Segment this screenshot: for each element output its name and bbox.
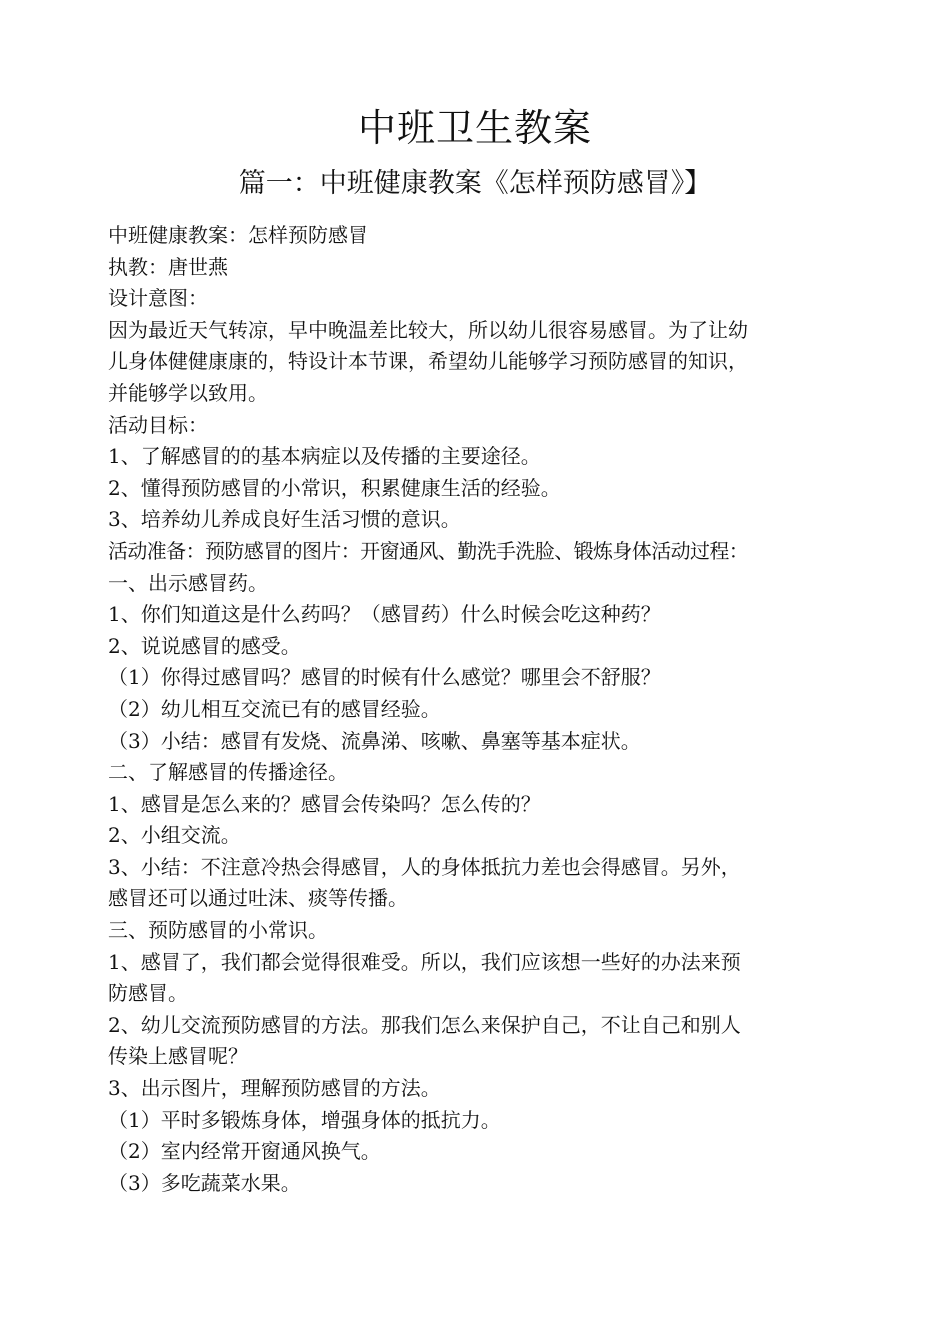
body-line: 2、幼儿交流预防感冒的方法。那我们怎么来保护自己，不让自己和别人 <box>108 1012 741 1037</box>
body-line: 1、你们知道这是什么药吗？（感冒药）什么时候会吃这种药？ <box>108 602 661 627</box>
body-line: 设计意图： <box>108 286 208 311</box>
body-line: 因为最近天气转凉，早中晚温差比较大，所以幼儿很容易感冒。为了让幼 <box>108 317 748 342</box>
document-subtitle: 篇一：中班健康教案《怎样预防感冒》】 <box>238 168 712 199</box>
body-line: 3、出示图片，理解预防感冒的方法。 <box>108 1076 441 1101</box>
body-line: 2、小组交流。 <box>108 823 241 848</box>
body-line: 传染上感冒呢？ <box>108 1044 248 1069</box>
body-line: 儿身体健健康康的，特设计本节课，希望幼儿能够学习预防感冒的知识， <box>108 349 748 374</box>
body-line: 执教：唐世燕 <box>108 254 228 279</box>
document-body <box>108 220 908 1199</box>
body-line: 1、感冒了，我们都会觉得很难受。所以，我们应该想一些好的办法来预 <box>108 949 741 974</box>
body-line: （3）多吃蔬菜水果。 <box>108 1170 301 1195</box>
body-line: 活动目标： <box>108 412 208 437</box>
body-line: （3）小结：感冒有发烧、流鼻涕、咳嗽、鼻塞等基本症状。 <box>108 728 641 753</box>
body-line: （1）你得过感冒吗？感冒的时候有什么感觉？哪里会不舒服？ <box>108 665 661 690</box>
body-line: 3、小结：不注意冷热会得感冒，人的身体抵抗力差也会得感冒。另外， <box>108 854 741 879</box>
body-line: 中班健康教案：怎样预防感冒 <box>108 223 368 247</box>
body-line: 2、说说感冒的感受。 <box>108 633 301 658</box>
body-line: 1、了解感冒的的基本病症以及传播的主要途径。 <box>108 444 541 469</box>
body-line: （2）室内经常开窗通风换气。 <box>108 1139 381 1164</box>
body-line: 二、了解感冒的传播途径。 <box>108 760 348 785</box>
body-line: 一、出示感冒药。 <box>108 570 268 595</box>
body-line: 2、懂得预防感冒的小常识，积累健康生活的经验。 <box>108 475 561 500</box>
body-line: 1、感冒是怎么来的？感冒会传染吗？怎么传的？ <box>108 791 541 816</box>
body-line: 感冒还可以通过吐沫、痰等传播。 <box>108 886 408 911</box>
body-line: （2）幼儿相互交流已有的感冒经验。 <box>108 696 441 721</box>
document-title: 中班卫生教案 <box>357 106 592 150</box>
body-line: （1）平时多锻炼身体，增强身体的抵抗力。 <box>108 1107 501 1132</box>
body-line: 3、培养幼儿养成良好生活习惯的意识。 <box>108 507 461 532</box>
body-line: 并能够学以致用。 <box>108 380 268 405</box>
body-line: 三、预防感冒的小常识。 <box>108 918 328 943</box>
body-line: 活动准备：预防感冒的图片：开窗通风、勤洗手洗脸、锻炼身体活动过程： <box>108 538 749 563</box>
body-line: 防感冒。 <box>108 981 188 1006</box>
